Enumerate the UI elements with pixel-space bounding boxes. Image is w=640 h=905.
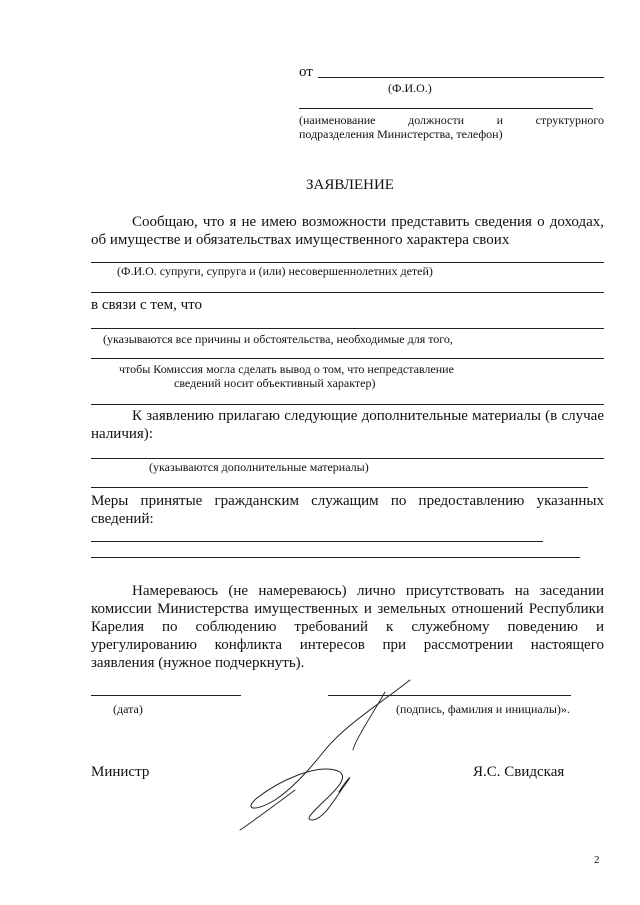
minister-label: Министр [91,764,150,780]
intent-line4: урегулированию конфликта интересов при рассмотрении настоящего [91,637,604,653]
intent-line1: Намереваюсь (не намереваюсь) лично присутствовать на заседании [132,583,604,599]
date-line [91,695,241,696]
sign-caption: (подпись, фамилия и инициалы)». [396,702,570,716]
statement-line2: об имуществе и обязательствах имущественного характера своих [91,232,510,248]
reason-caption-1: (указываются все причины и обстоятельства, необходимые для того, [103,332,453,346]
reason-line-2 [91,358,604,359]
attach-caption: (указываются дополнительные материалы) [149,460,369,474]
relatives-line [91,262,604,263]
position-caption-line1: (наименование должности и структурного [299,113,604,127]
attach-line2: наличия): [91,426,153,442]
date-caption: (дата) [113,702,143,716]
intent-line3: Карелия по соблюдению требований к служебному поведению и [91,619,604,635]
reason-line-1 [91,328,604,329]
position-caption-line2: подразделения Министерства, телефон) [299,127,503,141]
minister-name: Я.С. Свидская [473,764,565,780]
from-label: от [299,64,313,80]
page-number: 2 [594,854,600,866]
reason-caption-2: чтобы Комиссия могла сделать вывод о том, что непредставление [119,362,454,376]
position-line [299,108,593,109]
reason-line-3 [91,404,604,405]
fio-line [318,77,604,78]
relatives-line-2 [91,292,604,293]
measures-line-1 [91,541,543,542]
handwritten-signature [235,670,435,835]
relatives-caption: (Ф.И.О. супруги, супруга и (или) несовершеннолетних детей) [117,264,433,278]
statement-line1: Сообщаю, что я не имею возможности представить сведения о доходах, [132,214,604,230]
measures-line-2 [91,557,580,558]
intent-line2: комиссии Министерства имущественных и земельных отношений Республики [91,601,604,617]
intent-line5: заявления (нужное подчеркнуть). [91,655,305,671]
document-title: ЗАЯВЛЕНИЕ [306,177,394,193]
reason-label: в связи с тем, что [91,297,202,313]
reason-caption-3: сведений носит объективный характер) [174,376,376,390]
fio-caption: (Ф.И.О.) [388,81,432,95]
attach-line1: К заявлению прилагаю следующие дополнительные материалы (в случае [132,408,604,424]
measures-line1: Меры принятые гражданским служащим по предоставлению указанных [91,493,604,509]
measures-line2: сведений: [91,511,154,527]
attach-line [91,458,604,459]
attach-line-2 [91,487,588,488]
